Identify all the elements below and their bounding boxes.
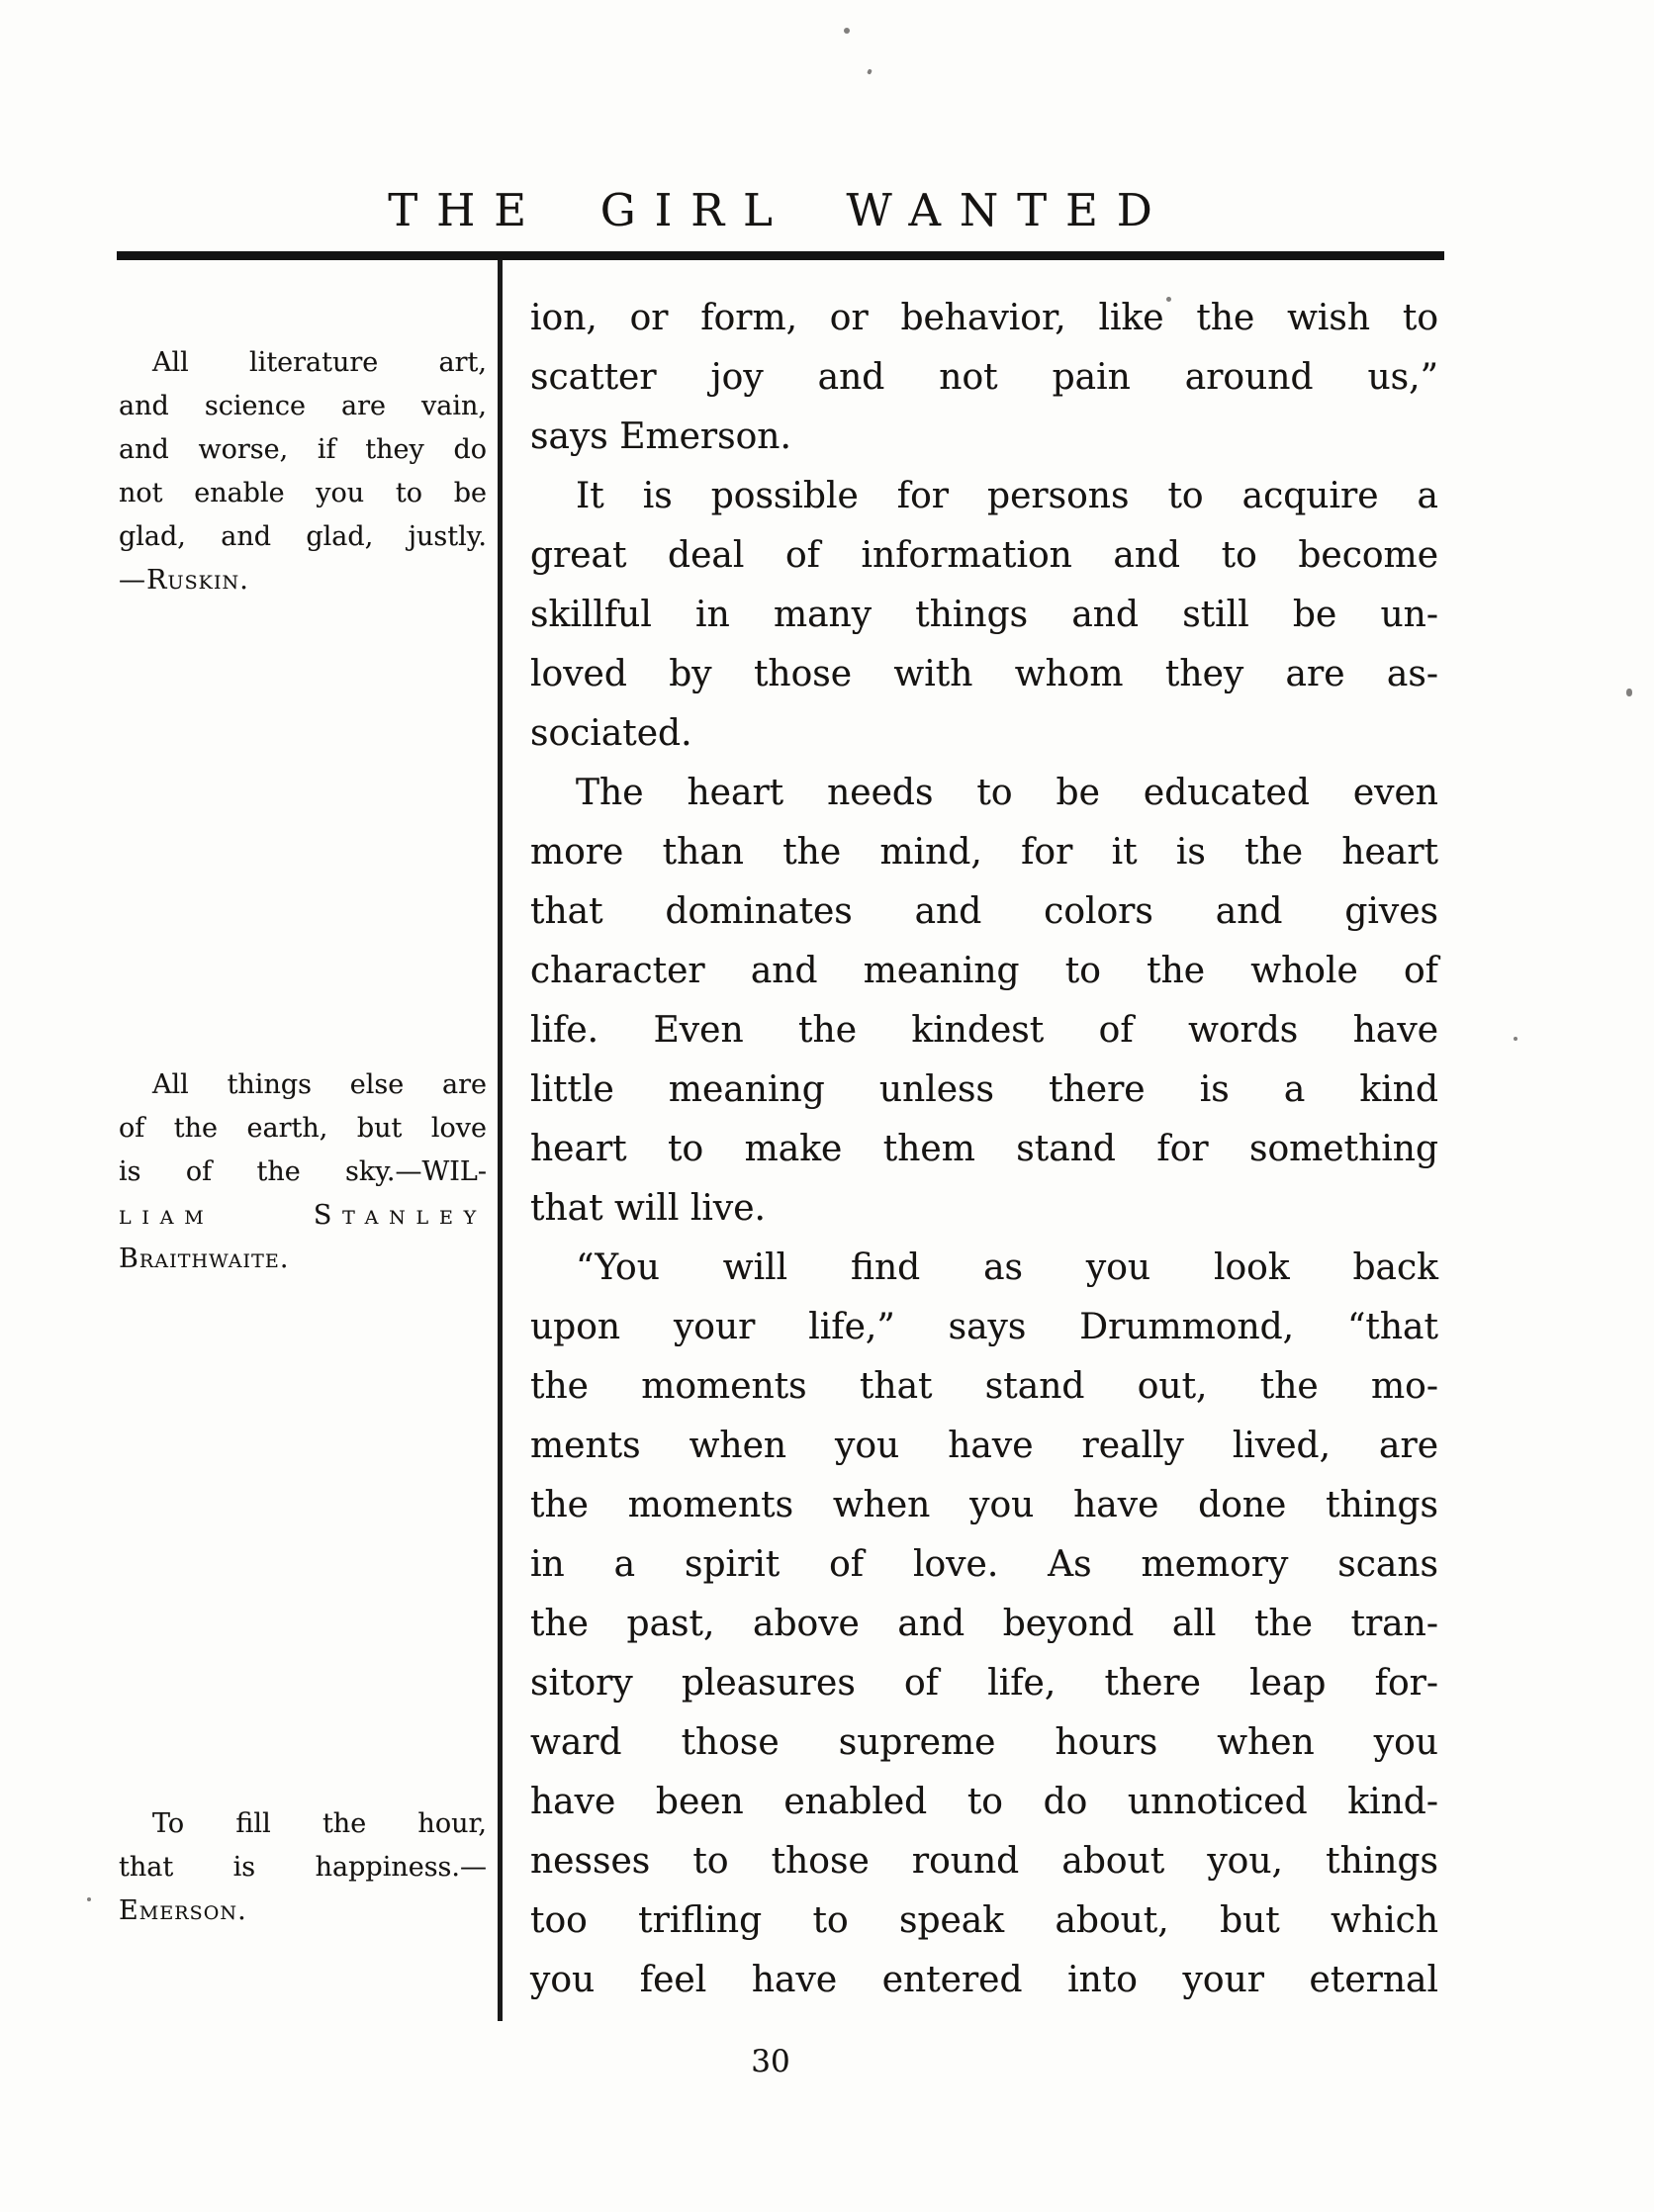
- text-line: scatter joy and not pain around us,”: [530, 357, 1438, 398]
- text-line: life. Even the kindest of words have: [530, 1010, 1438, 1051]
- quote-line: not enable you to be: [119, 478, 487, 508]
- text-line: sociated.: [530, 713, 692, 754]
- running-head: THE GIRL WANTED: [388, 184, 1171, 236]
- margin-quote: [119, 1063, 487, 1281]
- text-line: ward those supreme hours when you: [530, 1722, 1438, 1763]
- text-line: The heart needs to be educated even: [576, 773, 1438, 813]
- body-column: [530, 289, 1438, 2010]
- quote-line: of the earth, but love: [119, 1113, 487, 1144]
- body-paragraph: [530, 1239, 1438, 2010]
- text-line: sitory pleasures of life, there leap for-: [530, 1663, 1438, 1704]
- scan-speck: [1626, 689, 1632, 696]
- text-line: great deal of information and to become: [530, 535, 1438, 576]
- margin-quote: [119, 341, 487, 602]
- quote-line: Emerson.: [119, 1895, 247, 1926]
- text-line: that will live.: [530, 1188, 766, 1229]
- scan-speck: [844, 28, 850, 34]
- quote-line: and science are vain,: [119, 391, 487, 421]
- quote-line: To fill the hour,: [152, 1808, 487, 1839]
- text-line: that dominates and colors and gives: [530, 891, 1438, 932]
- text-line: ion, or form, or behavior, like the wish to: [530, 298, 1438, 338]
- body-paragraph: [530, 764, 1438, 1239]
- text-line: little meaning unless there is a kind: [530, 1069, 1438, 1110]
- text-line: character and meaning to the whole of: [530, 951, 1438, 991]
- text-line: have been enabled to do unnoticed kind-: [530, 1782, 1438, 1822]
- text-line: you feel have entered into your eternal: [530, 1960, 1438, 2000]
- scan-speck: [867, 68, 873, 74]
- text-line: “You will find as you look back: [576, 1247, 1438, 1288]
- quote-line: and worse, if they do: [119, 434, 487, 465]
- quote-line: is of the sky.—WIL-: [119, 1156, 487, 1187]
- text-line: the moments when you have done things: [530, 1485, 1438, 1525]
- quote-line: liam Stanley: [119, 1200, 487, 1231]
- margin-quote: [119, 1802, 487, 1933]
- scan-speck: [1514, 1037, 1517, 1041]
- text-line: ments when you have really lived, are: [530, 1426, 1438, 1466]
- text-line: the past, above and beyond all the tran-: [530, 1604, 1438, 1644]
- body-paragraph: [530, 467, 1438, 764]
- quote-line: that is happiness.—: [119, 1852, 487, 1883]
- text-line: says Emerson.: [530, 416, 791, 457]
- text-line: too trifling to speak about, but which: [530, 1900, 1438, 1941]
- text-line: heart to make them stand for something: [530, 1129, 1438, 1169]
- quote-line: All things else are: [152, 1069, 487, 1100]
- text-line: skillful in many things and still be un-: [530, 595, 1438, 635]
- column-divider: [498, 260, 503, 2021]
- text-line: loved by those with whom they are as-: [530, 654, 1438, 694]
- text-line: more than the mind, for it is the heart: [530, 832, 1438, 873]
- margin-column: [119, 265, 487, 2026]
- quote-line: —Ruskin.: [119, 565, 249, 596]
- text-line: the moments that stand out, the mo-: [530, 1366, 1438, 1407]
- text-line: It is possible for persons to acquire a: [576, 476, 1438, 516]
- text-line: upon your life,” says Drummond, “that: [530, 1307, 1438, 1347]
- quote-line: All literature art,: [152, 347, 487, 378]
- text-line: nesses to those round about you, things: [530, 1841, 1438, 1882]
- scan-speck: [87, 1897, 91, 1901]
- body-paragraph: [530, 289, 1438, 467]
- header-rule: [117, 251, 1444, 260]
- quote-line: glad, and glad, justly.: [119, 521, 487, 552]
- quote-line: Braithwaite.: [119, 1244, 290, 1274]
- page-number: 30: [751, 2044, 790, 2079]
- text-line: in a spirit of love. As memory scans: [530, 1544, 1438, 1585]
